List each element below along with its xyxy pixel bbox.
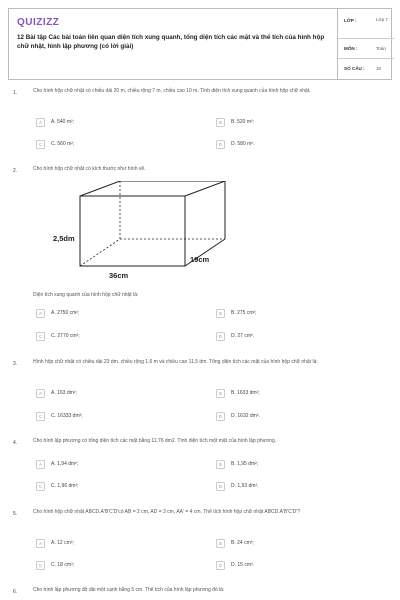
option-letter-box: A <box>36 389 45 398</box>
option-letter-box: C <box>36 140 45 149</box>
hidden-left-edge <box>80 239 120 266</box>
option-text: A. 12 cm³; <box>51 540 74 546</box>
document-header <box>8 8 392 80</box>
option-text: C. 18 cm³; <box>51 562 75 568</box>
option-text: C. 16333 dm²; <box>51 413 83 419</box>
option-text: B. 520 m²; <box>231 119 255 125</box>
question-text: Cho hình lập phương có tổng diện tích các mặt bằng 11,76 dm2. Tính diện tích một mặt của hình lập phương. <box>33 438 277 444</box>
answer-option[interactable] <box>216 561 366 571</box>
option-letter-box: B <box>216 389 225 398</box>
option-letter-box: C <box>36 412 45 421</box>
count-label: SỐ CÂU : <box>344 66 365 71</box>
length-label: 36cm <box>109 271 129 280</box>
answer-option[interactable] <box>216 482 366 492</box>
option-letter-box: C <box>36 561 45 570</box>
question-number: 3. <box>13 361 18 367</box>
answer-option[interactable] <box>36 332 186 342</box>
answer-option[interactable] <box>216 389 366 399</box>
option-text: D. 27 cm². <box>231 333 255 339</box>
question-text: Hình hộp chữ nhật có chiều dài 23 dm, chiều rộng 1,6 m và chiều cao 11,5 dm. Tổng diện tích các mặt của hình hộp chữ nhật là: <box>33 359 318 365</box>
question-number: 5. <box>13 511 18 517</box>
front-face <box>80 196 185 266</box>
answer-option[interactable] <box>36 460 186 470</box>
option-letter-box: C <box>36 332 45 341</box>
question-text: Cho hình hộp chữ nhật ABCD.A'B'C'D'có AB = 2 cm, AD = 3 cm, AA' = 4 cm. Thể tích hình hộp chữ nhật ABCD.A'B'C'D'? <box>33 509 301 515</box>
meta-count-row <box>338 59 394 79</box>
question-number: 4. <box>13 440 18 446</box>
option-text: D. 1632 dm². <box>231 413 260 419</box>
answer-option[interactable] <box>216 539 366 549</box>
option-letter-box: D <box>216 412 225 421</box>
option-letter-box: C <box>36 482 45 491</box>
answer-option[interactable] <box>36 389 186 399</box>
question-text: Cho hình hộp chữ nhật có chiều dài 20 m, chiều rộng 7 m, chiều cao 10 m. Tính diện tích xung quanh của hình hộp chữ nhật. <box>33 88 311 94</box>
option-letter-box: D <box>216 561 225 570</box>
class-label: LỚP : <box>344 18 357 23</box>
option-letter-box: A <box>36 309 45 318</box>
class-value: Lớp 7 <box>376 17 388 22</box>
option-letter-box: B <box>216 118 225 127</box>
question-number: 1. <box>13 90 18 96</box>
subject-label: MÔN : <box>344 46 358 51</box>
option-text: B. 24 cm³; <box>231 540 254 546</box>
answer-option[interactable] <box>36 539 186 549</box>
top-right-edge <box>185 181 225 196</box>
option-letter-box: A <box>36 460 45 469</box>
option-text: C. 560 m²; <box>51 141 75 147</box>
answer-option[interactable] <box>36 118 186 128</box>
answer-option[interactable] <box>216 309 366 319</box>
option-letter-box: D <box>216 140 225 149</box>
option-text: A. 163 dm²; <box>51 390 77 396</box>
question-number: 6. <box>13 589 18 595</box>
option-text: B. 1633 dm²; <box>231 390 260 396</box>
quizizz-logo: QUIZIZZ <box>17 17 60 28</box>
count-value: 10 <box>376 66 382 71</box>
answer-option[interactable] <box>36 482 186 492</box>
option-text: A. 540 m²; <box>51 119 75 125</box>
option-text: C. 2770 cm²; <box>51 333 80 339</box>
depth-label: 19cm <box>190 255 210 264</box>
box-diagram <box>45 181 230 281</box>
question-text: Cho hình hộp chữ nhật có kích thước như hình vẽ. <box>33 166 146 172</box>
option-letter-box: D <box>216 332 225 341</box>
option-letter-box: D <box>216 482 225 491</box>
meta-class-row <box>338 9 394 39</box>
answer-option[interactable] <box>36 561 186 571</box>
question-text: Cho hình lập phương độ dài một cạnh bằng 5 cm. Thể tích của hình lập phương đó là: <box>33 587 225 593</box>
top-left-edge <box>80 181 120 196</box>
answer-option[interactable] <box>216 460 366 470</box>
answer-option[interactable] <box>216 118 366 128</box>
height-label: 2,5dm <box>53 234 75 243</box>
option-text: D. 1,93 dm². <box>231 483 259 489</box>
answer-option[interactable] <box>36 412 186 422</box>
option-letter-box: A <box>36 539 45 548</box>
answer-option[interactable] <box>216 412 366 422</box>
meta-subject-row <box>338 39 394 59</box>
option-text: A. 2750 cm²; <box>51 310 80 316</box>
option-text: A. 1,94 dm²; <box>51 461 79 467</box>
answer-option[interactable] <box>36 309 186 319</box>
option-letter-box: B <box>216 309 225 318</box>
option-text: D. 15 cm³. <box>231 562 255 568</box>
option-letter-box: B <box>216 539 225 548</box>
option-letter-box: B <box>216 460 225 469</box>
question-number: 2. <box>13 168 18 174</box>
document-title: 12 Bài tập Các bài toán liên quan diện tích xung quanh, tổng diện tích các mặt và thể tích của hình hộp chữ nhật, hình lập phương (có lời giải) <box>17 34 325 50</box>
option-text: B. 1,95 dm²; <box>231 461 259 467</box>
answer-option[interactable] <box>36 140 186 150</box>
option-text: B. 275 cm²; <box>231 310 257 316</box>
option-letter-box: A <box>36 118 45 127</box>
answer-option[interactable] <box>216 140 366 150</box>
option-text: C. 1,96 dm²; <box>51 483 79 489</box>
subject-value: Toán <box>376 46 386 51</box>
answer-option[interactable] <box>216 332 366 342</box>
question-subtext: Diện tích xung quanh của hình hộp chữ nhật là: <box>33 292 139 298</box>
option-text: D. 580 m². <box>231 141 255 147</box>
meta-panel <box>337 9 393 79</box>
